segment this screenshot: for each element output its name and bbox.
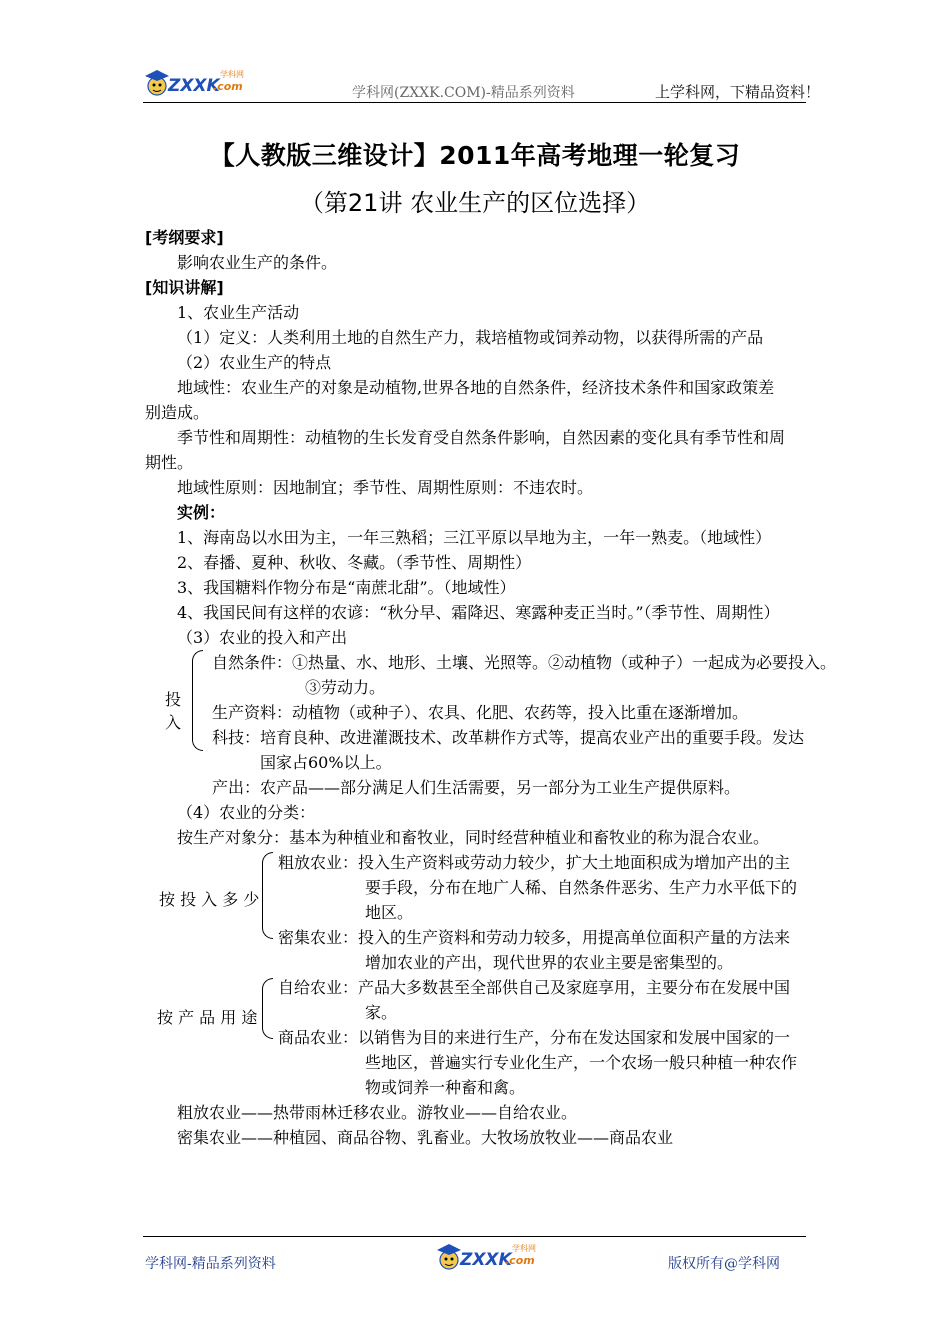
group1-item-cont: 增加农业的产出，现代世界的农业主要是密集型的。 [365, 953, 734, 972]
body-line: 4、我国民间有这样的农谚：“秋分早、霜降迟、寒露种麦正当时。”（季节性、周期性） [177, 603, 780, 622]
group2-item-cont: 些地区，普遍实行专业化生产，一个农场一般只种植一种农作 [365, 1053, 798, 1072]
page-subtitle: （第21讲 农业生产的区位选择） [299, 189, 651, 217]
group2-item: 自给农业：产品大多数甚至全部供自己及家庭享用，主要分布在发展中国 [278, 978, 791, 997]
input-brace-top [192, 650, 203, 701]
body-line: （3）农业的投入和产出 [177, 628, 348, 647]
footer-right-text: 版权所有@学科网 [668, 1256, 780, 1272]
group2-item-cont: 家。 [365, 1003, 398, 1022]
input-brace-bottom [192, 700, 203, 751]
group2-brace-bottom [262, 1014, 273, 1039]
classification-label-input: 按 投 入 多 少 [159, 890, 260, 909]
logo-suffix: .com [505, 1254, 535, 1267]
footer-logo [432, 1240, 542, 1274]
body-line: （1）定义：人类利用土地的自然生产力，栽培植物或饲养动物，以获得所需的产品 [177, 328, 764, 347]
input-item: 自然条件：①热量、水、地形、土壤、光照等。②动植物（或种子）一起成为必要投入。 [212, 653, 837, 672]
group1-item-cont: 要手段，分布在地广人稀、自然条件恶劣、生产力水平低下的 [365, 878, 798, 897]
body-line: 粗放农业——热带雨林迁移农业。游牧业——自给农业。 [177, 1103, 578, 1122]
body-line: （4）农业的分类： [177, 803, 316, 822]
logo-small-text: 学科网 [512, 1244, 536, 1253]
body-line: 地域性：农业生产的对象是动植物,世界各地的自然条件，经济技术条件和国家政策差 [177, 378, 775, 397]
body-line: 期性。 [145, 453, 194, 472]
input-label-top: 投 [165, 690, 182, 709]
examples-heading: 实例： [177, 503, 226, 522]
group1-item-cont: 地区。 [365, 903, 414, 922]
logo-text: ZXXK [460, 1250, 512, 1270]
classification-label-usage: 按 产 品 用 途 [157, 1008, 258, 1027]
logo-suffix: .com [213, 80, 243, 93]
page-title: 【人教版三维设计】2011年高考地理一轮复习 [209, 141, 741, 170]
group1-brace-bottom [262, 900, 273, 939]
group2-brace-top [262, 978, 273, 1015]
body-line: 2、春播、夏种、秋收、冬藏。（季节性、周期性） [177, 553, 532, 572]
body-line: 1、海南岛以水田为主，一年三熟稻；三江平原以旱地为主，一年一熟麦。（地域性） [177, 528, 772, 547]
input-item-cont: ③劳动力。 [305, 678, 386, 697]
group1-item: 密集农业：投入的生产资料和劳动力较多，用提高单位面积产量的方法来 [278, 928, 791, 947]
group1-brace-top [262, 852, 273, 901]
body-line: 别造成。 [145, 403, 210, 422]
header-rule [143, 102, 806, 103]
section-heading-syllabus: [考纲要求] [145, 228, 224, 247]
footer-left-text: 学科网-精品系列资料 [145, 1256, 276, 1272]
group2-item-cont: 物或饲养一种畜和禽。 [365, 1078, 526, 1097]
group2-item: 商品农业：以销售为目的来进行生产，分布在发达国家和发展中国家的一 [278, 1028, 791, 1047]
body-line: 密集农业——种植园、商品谷物、乳畜业。大牧场放牧业——商品农业 [177, 1128, 674, 1147]
input-label-bottom: 入 [165, 713, 182, 732]
header-logo [140, 66, 250, 100]
logo-text: ZXXK [168, 76, 220, 96]
body-line: 1、农业生产活动 [177, 303, 300, 322]
group1-item: 粗放农业：投入生产资料或劳动力较少，扩大土地面积成为增加产出的主 [278, 853, 791, 872]
section-heading-knowledge: [知识讲解] [145, 278, 224, 297]
header-right-text: 上学科网，下精品资料！ [655, 83, 821, 101]
header-center-text: 学科网(ZXXK.COM)-精品系列资料 [352, 85, 575, 101]
body-line: 3、我国糖料作物分布是“南蔗北甜”。（地域性） [177, 578, 516, 597]
input-item: 科技：培育良种、改进灌溉技术、改革耕作方式等，提高农业产出的重要手段。发达 [212, 728, 805, 747]
body-line: （2）农业生产的特点 [177, 353, 332, 372]
body-line: 按生产对象分：基本为种植业和畜牧业，同时经营种植业和畜牧业的称为混合农业。 [177, 828, 770, 847]
syllabus-text: 影响农业生产的条件。 [177, 253, 338, 272]
input-item-cont: 国家占60%以上。 [260, 753, 392, 772]
output-item: 产出：农产品——部分满足人们生活需要，另一部分为工业生产提供原料。 [212, 778, 741, 797]
input-item: 生产资料：动植物（或种子）、农具、化肥、农药等，投入比重在逐渐增加。 [212, 703, 749, 722]
footer-rule [143, 1236, 806, 1237]
body-line: 季节性和周期性：动植物的生长发育受自然条件影响，自然因素的变化具有季节性和周 [177, 428, 786, 447]
logo-small-text: 学科网 [220, 70, 244, 79]
body-line: 地域性原则：因地制宜；季节性、周期性原则：不违农时。 [177, 478, 594, 497]
